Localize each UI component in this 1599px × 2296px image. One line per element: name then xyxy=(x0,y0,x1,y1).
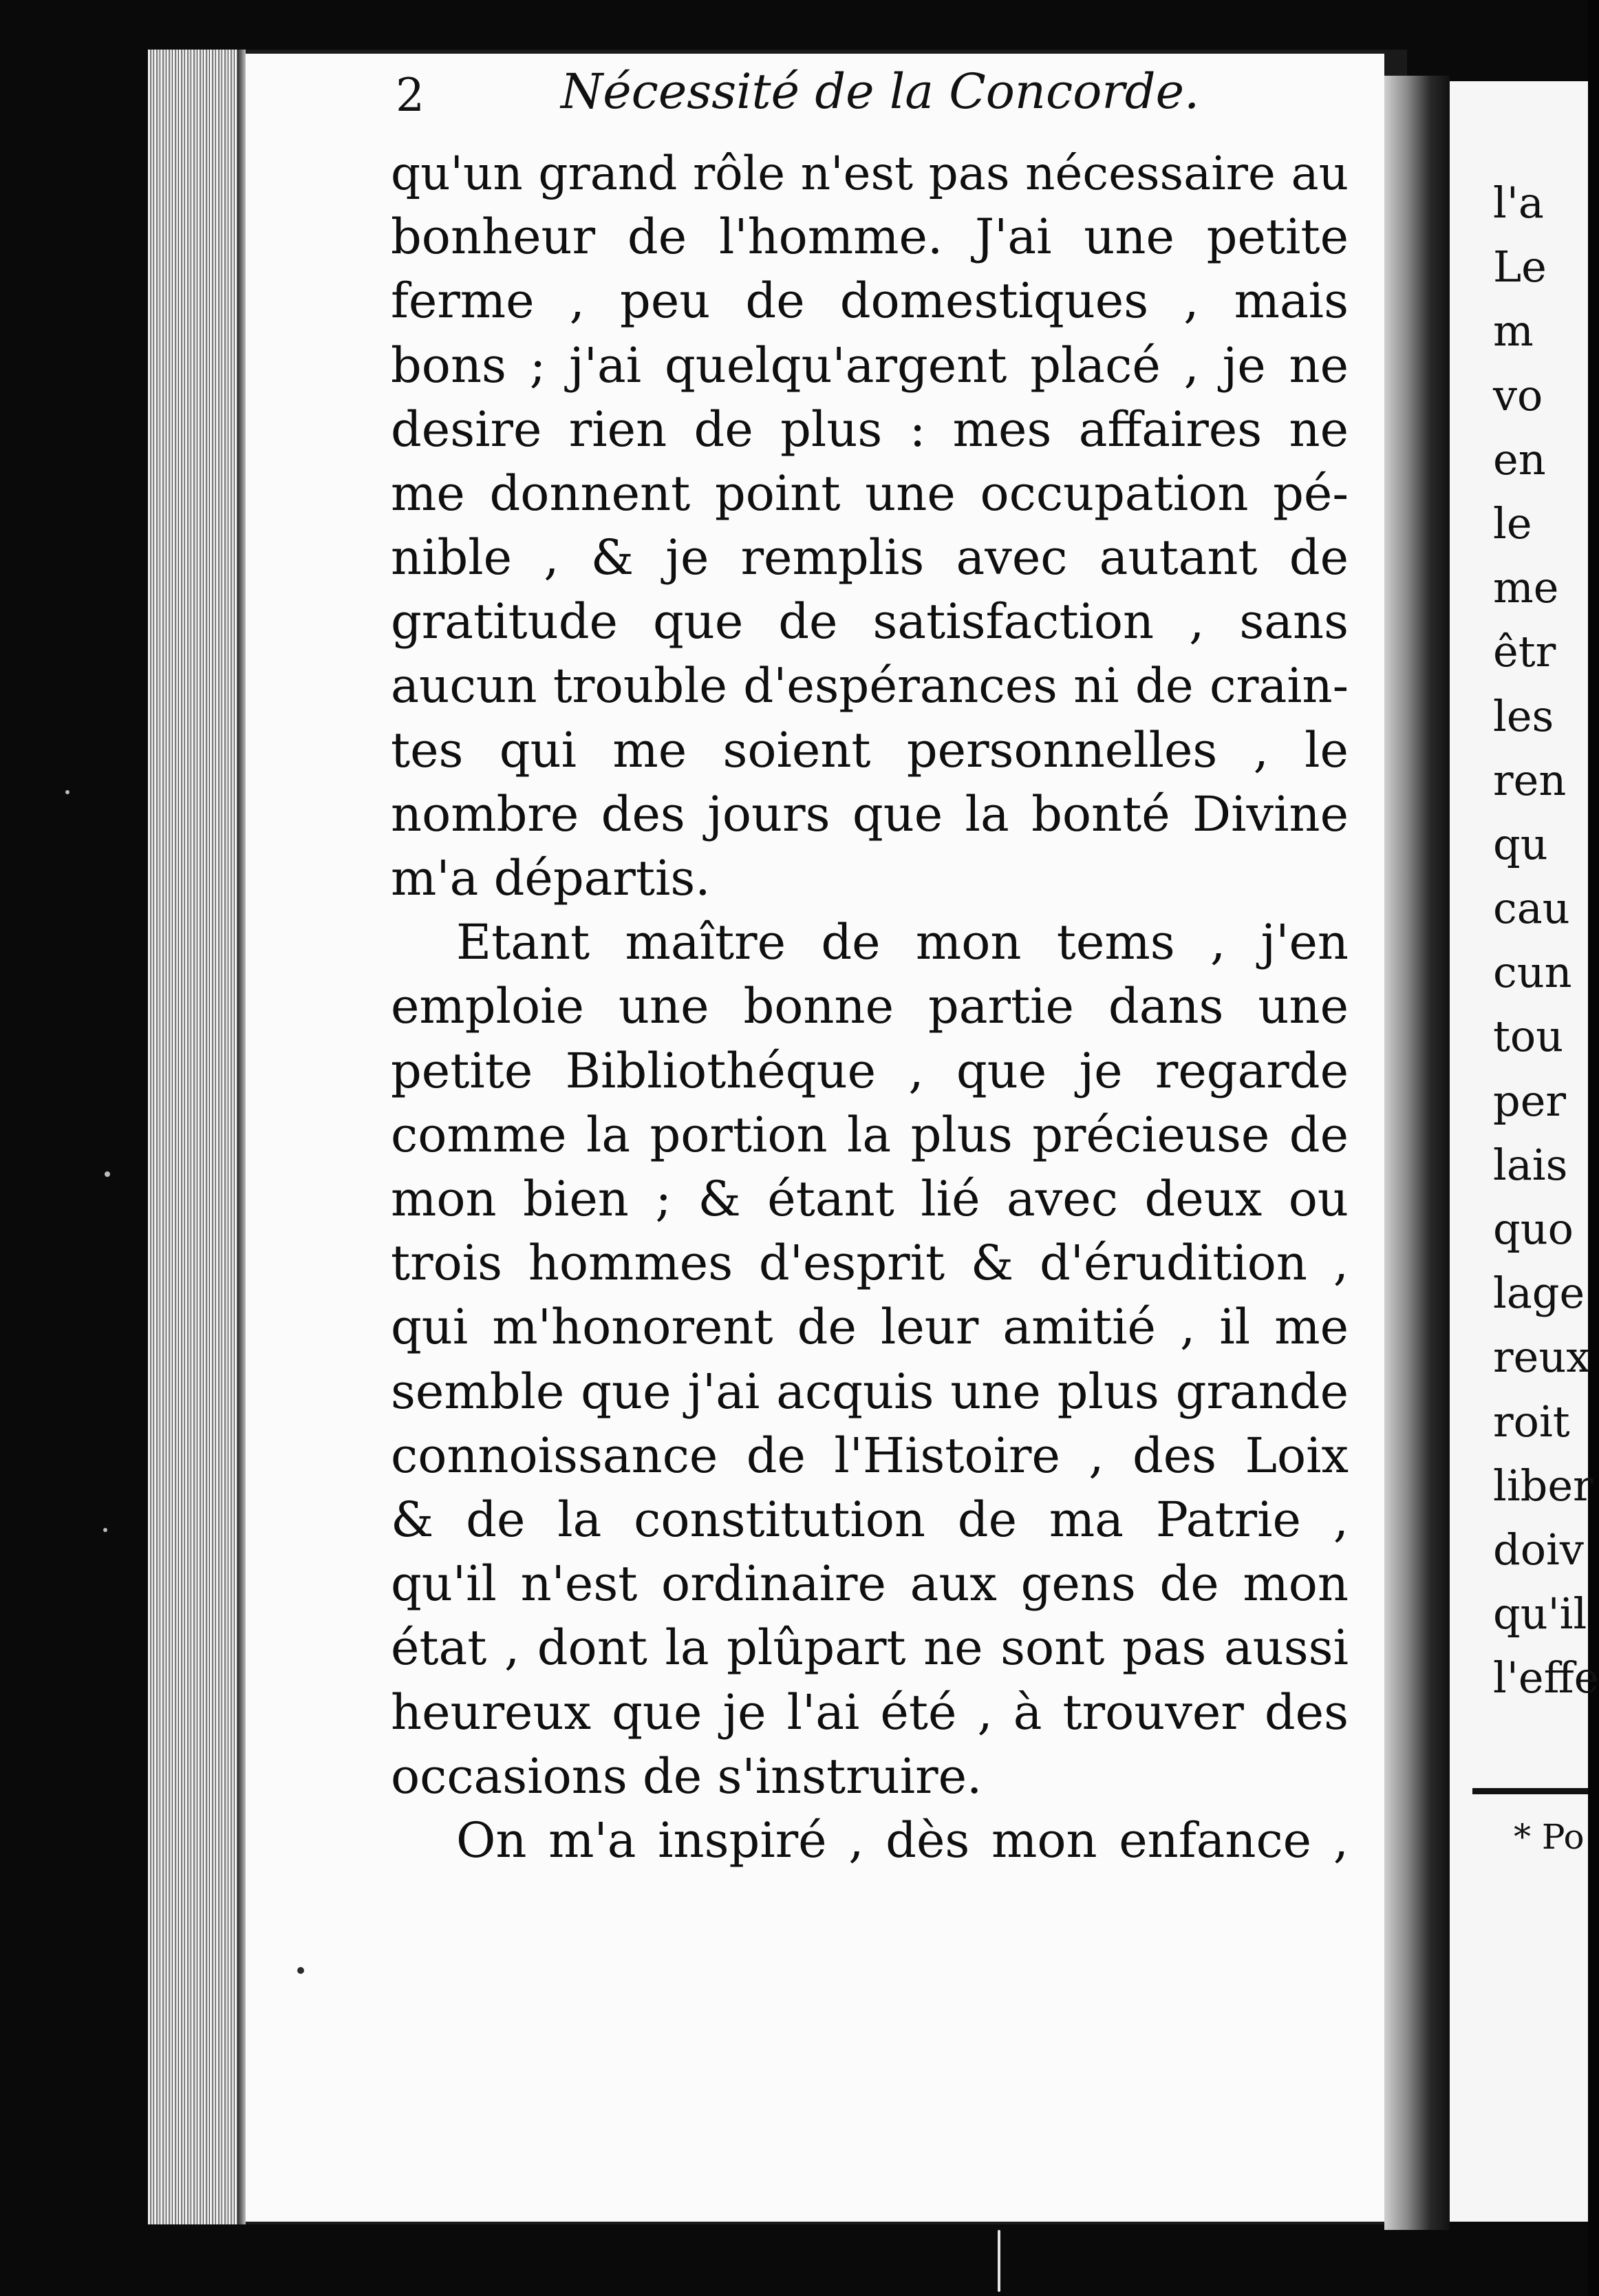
text-line: qu'il n'est ordinaire aux gens de mon xyxy=(391,1555,1349,1613)
right-page-fragment: doiv xyxy=(1493,1524,1584,1575)
text-line: trois hommes d'esprit & d'érudition , xyxy=(391,1235,1349,1292)
book-gutter xyxy=(1384,76,1450,2230)
right-page-fragment: lais xyxy=(1493,1139,1568,1190)
right-page-footnote: * Po xyxy=(1514,1817,1585,1857)
text-line: qui m'honorent de leur amitié , il me xyxy=(391,1299,1349,1356)
right-page-fragment: m xyxy=(1493,306,1534,357)
right-page-fragment: cun xyxy=(1493,947,1572,998)
right-page-fragment: roit xyxy=(1493,1396,1570,1447)
text-line: emploie une bonne partie dans une xyxy=(391,978,1349,1035)
right-page-fragment: reux xyxy=(1493,1332,1591,1383)
text-line: ferme , peu de domestiques , mais xyxy=(391,273,1349,330)
running-title: Nécessité de la Concorde. xyxy=(561,63,1200,120)
right-page-fragment: Le xyxy=(1493,242,1547,293)
text-line: & de la constitution de ma Patrie , xyxy=(391,1491,1349,1548)
footnote-rule xyxy=(1472,1788,1588,1794)
text-line: tes qui me soient personnelles , le xyxy=(391,721,1349,778)
text-line: occasions de s'instruire. xyxy=(391,1747,983,1805)
text-line: me donnent point une occupation pé- xyxy=(391,465,1349,522)
text-line: On m'a inspiré , dès mon enfance , xyxy=(456,1811,1349,1869)
scan-speck xyxy=(105,1171,110,1177)
right-page-fragment: l'a xyxy=(1493,178,1544,228)
right-page-fragment: qu'il xyxy=(1493,1588,1587,1639)
right-page-fragment: tou xyxy=(1493,1011,1564,1062)
right-page-fragment: per xyxy=(1493,1075,1567,1126)
text-line: bons ; j'ai quelqu'argent placé , je ne xyxy=(391,337,1349,394)
text-line: Etant maître de mon tems , j'en xyxy=(456,914,1349,971)
right-page-fragment: êtr xyxy=(1493,626,1556,677)
body-text xyxy=(391,141,1349,1873)
text-line: semble que j'ai acquis une plus grande xyxy=(391,1363,1349,1420)
text-line: gratitude que de satisfaction , sans xyxy=(391,593,1349,650)
right-page-fragment: vo xyxy=(1493,370,1543,421)
text-line: m'a départis. xyxy=(391,850,711,907)
right-page-fragment: lage xyxy=(1493,1268,1585,1319)
right-page-fragment: ren xyxy=(1493,754,1567,805)
page-fore-edge xyxy=(148,50,237,2224)
right-page-fragment: l'effe xyxy=(1493,1652,1599,1703)
right-page-fragment: cau xyxy=(1493,883,1570,934)
text-line: nombre des jours que la bonté Divine xyxy=(391,785,1349,842)
text-line: qu'un grand rôle n'est pas nécessaire au xyxy=(391,146,1349,200)
text-line: desire rien de plus : mes affaires ne xyxy=(391,401,1349,458)
right-page-text xyxy=(1493,171,1599,1710)
text-line: comme la portion la plus précieuse de xyxy=(391,1106,1349,1163)
text-line: bonheur de l'homme. J'ai une petite xyxy=(391,209,1349,266)
text-line: nible , & je remplis avec autant de xyxy=(391,529,1349,586)
text-line: mon bien ; & étant lié avec deux ou xyxy=(391,1171,1349,1227)
text-line: connoissance de l'Histoire , des Loix xyxy=(391,1427,1349,1484)
page-number: 2 xyxy=(396,69,425,122)
scan-speck xyxy=(65,790,69,794)
right-page-fragment: liber xyxy=(1493,1460,1593,1511)
right-page-fragment: les xyxy=(1493,690,1554,741)
text-line: aucun trouble d'espérances ni de crain- xyxy=(391,658,1349,714)
scan-speck xyxy=(103,1528,107,1532)
right-page-fragment: le xyxy=(1493,498,1532,549)
right-page-fragment: en xyxy=(1493,434,1546,485)
scan-speck xyxy=(297,1967,304,1974)
text-line: état , dont la plûpart ne sont pas aussi xyxy=(391,1619,1349,1677)
running-head xyxy=(396,54,1352,129)
scan-speck xyxy=(998,2230,1000,2292)
text-line: petite Bibliothéque , que je regarde xyxy=(391,1042,1349,1099)
right-page-fragment: qu xyxy=(1493,818,1548,869)
fore-edge-shadow xyxy=(237,50,246,2224)
right-page-fragment: me xyxy=(1493,562,1559,613)
right-page-fragment: quo xyxy=(1493,1204,1574,1254)
text-line: heureux que je l'ai été , à trouver des xyxy=(391,1683,1349,1741)
